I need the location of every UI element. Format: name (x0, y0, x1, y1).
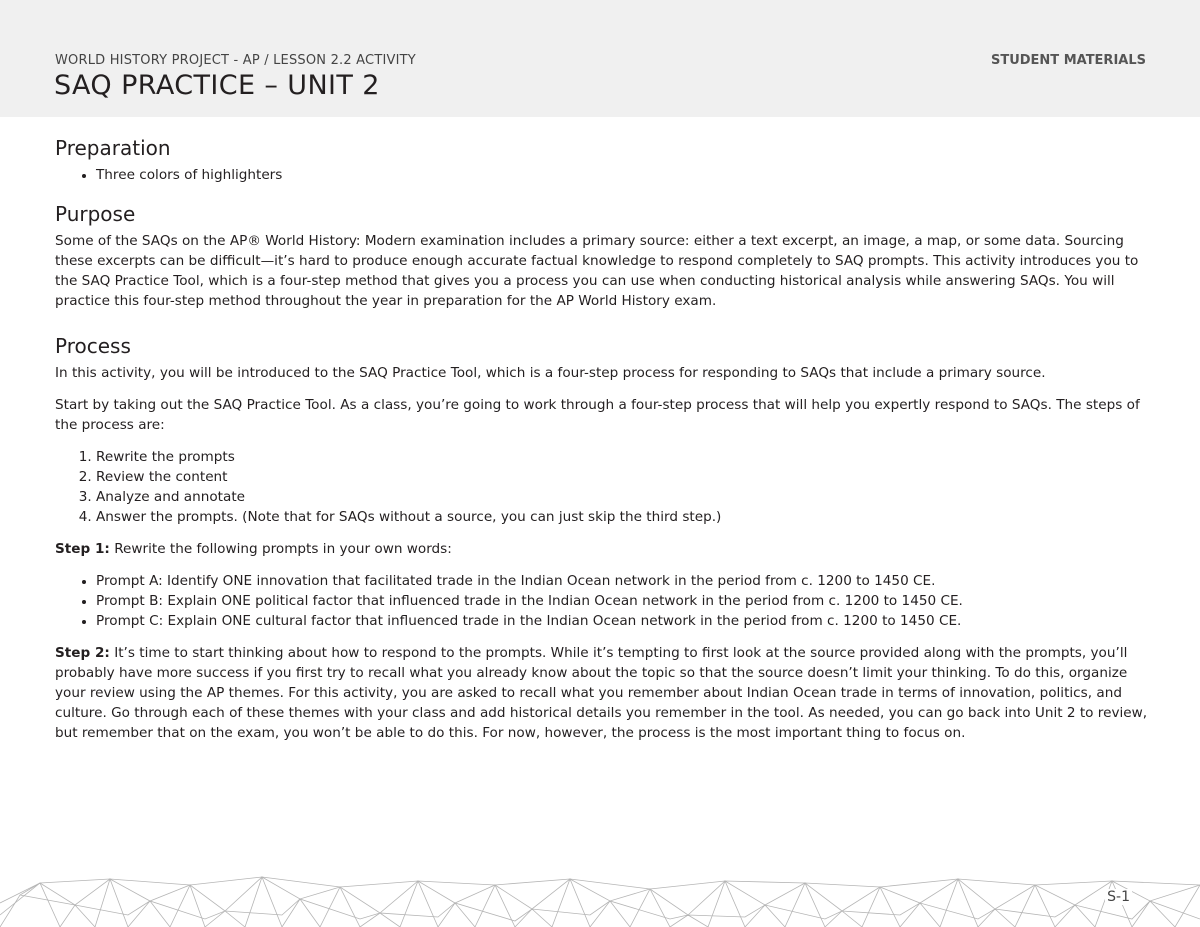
prompt-item: • Prompt A: Identify ONE innovation that facilitated trade in the Indian Ocean network in the period from c. 1200 to 1450 CE. (96, 571, 1150, 591)
preparation-item: • Three colors of highlighters (96, 165, 1150, 185)
process-section (55, 333, 1150, 743)
document-body (55, 130, 1150, 755)
prompt-item: • Prompt C: Explain ONE cultural factor that influenced trade in the Indian Ocean network in the period from c. 1200 to 1450 CE. (96, 611, 1150, 631)
step1-label: Step 1: (55, 541, 110, 557)
step2-text: It’s time to start thinking about how to respond to the prompts. While it’s tempting to first look at the source provided along with the prompts, you’ll probably have more success if you first try to recall what you already know about the topic so that the source doesn’t limit your thinking. To do this, organize your review using the AP themes. For this activity, you are asked to recall what you remember about Indian Ocean trade in terms of innovation, politics, and culture. Go through each of these themes with your class and add historical details you remember in the tool. As needed, you can go back into Unit 2 to review, but remember that on the exam, you won’t be able to do this. For now, however, the process is the most important thing to focus on. (55, 645, 1148, 741)
preparation-list (55, 165, 1150, 185)
purpose-heading: Purpose (55, 202, 136, 226)
step1-text: Rewrite the following prompts in your own words: (109, 541, 452, 557)
footer-polygon-pattern (0, 875, 1200, 927)
process-steps-list (55, 447, 1150, 527)
page-header (0, 0, 1200, 117)
prompt-item: • Prompt B: Explain ONE political factor that influenced trade in the Indian Ocean network in the period from c. 1200 to 1450 CE. (96, 591, 1150, 611)
process-heading: Process (55, 334, 131, 358)
purpose-section (55, 201, 1150, 311)
process-step: 2. Review the content (96, 467, 1150, 487)
step2-paragraph (55, 643, 1150, 743)
page-number: S-1 (1107, 889, 1130, 905)
prompts-list (55, 571, 1150, 631)
lesson-kicker: WORLD HISTORY PROJECT - AP / LESSON 2.2 ACTIVITY (55, 53, 416, 68)
process-intro: In this activity, you will be introduced to the SAQ Practice Tool, which is a four-step process for responding to SAQs that include a primary source. (55, 365, 1046, 381)
step1-paragraph (55, 539, 1150, 559)
process-step: 3. Analyze and annotate (96, 487, 1150, 507)
preparation-section (55, 135, 1150, 185)
purpose-text: Some of the SAQs on the AP® World History: Modern examination includes a primary source: either a text excerpt, an image, a map, or some data. Sourcing these excerpts can be difficult—it’s hard to produce enough accurate factual knowledge to respond completely to SAQ prompts. This activity introduces you to the SAQ Practice Tool, which is a four-step method that gives you a process you can use when conducting historical analysis while answering SAQs. You will practice this four-step method throughout the year in preparation for the AP World History exam. (55, 233, 1139, 309)
process-step: 4. Answer the prompts. (Note that for SAQs without a source, you can just skip the third step.) (96, 507, 1150, 527)
page-title: SAQ PRACTICE – UNIT 2 (54, 70, 380, 101)
step2-label: Step 2: (55, 645, 110, 661)
process-step: 1. Rewrite the prompts (96, 447, 1150, 467)
process-start: Start by taking out the SAQ Practice Tool. As a class, you’re going to work through a four-step process that will help you expertly respond to SAQs. The steps of the process are: (55, 397, 1140, 433)
materials-label: STUDENT MATERIALS (990, 53, 1146, 68)
preparation-heading: Preparation (55, 136, 171, 160)
